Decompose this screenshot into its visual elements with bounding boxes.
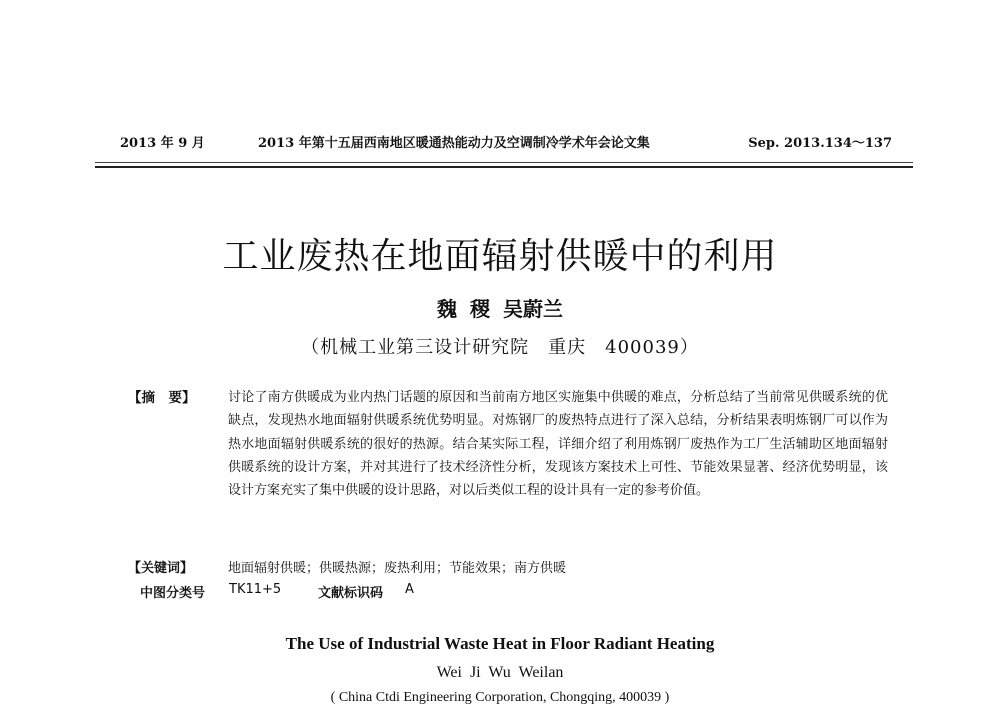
- english-title: The Use of Industrial Waste Heat in Floor Radiant Heating: [285, 634, 715, 653]
- paper-affiliation: （机械工业第三设计研究院 重庆 400039）: [301, 337, 699, 358]
- header-rule-thin: [95, 162, 913, 163]
- header-proceedings: 2013 年第十五届西南地区暖通热能动力及空调制冷学术年会论文集: [258, 136, 650, 151]
- english-authors: Wei Ji Wu Weilan: [436, 664, 564, 681]
- paper-authors: 魏 稷 吴蔚兰: [437, 297, 563, 321]
- keywords-text: 地面辐射供暖；供暖热源；废热利用；节能效果；南方供暖: [228, 561, 567, 576]
- paper-title: 工业废热在地面辐射供暖中的利用: [222, 236, 778, 277]
- doc-code-label: 文献标识码: [318, 586, 384, 601]
- clc-label: 中图分类号: [140, 586, 206, 601]
- keywords-label: 【关键词】: [128, 561, 194, 576]
- header-rule-thick: [95, 166, 913, 168]
- header-pages: Sep. 2013.134～137: [748, 136, 892, 151]
- header-date: 2013 年 9 月: [120, 136, 205, 151]
- abstract-label: 【摘 要】: [128, 390, 196, 406]
- clc-value: TK11+5: [229, 582, 282, 597]
- abstract-text: 讨论了南方供暖成为业内热门话题的原因和当前南方地区实施集中供暖的难点，分析总结了当前常见供暖系统的优缺点，发现热水地面辐射供暖系统优势明显。对炼钢厂的废热特点进行了深入总结，分析结果表明炼钢厂可以作为热水地面辐射供暖系统的很好的热源。结合某实际工程，详细介绍了利用炼钢厂废热作为工厂生活辅助区地面辐射供暖系统的设计方案，并对其进行了技术经济性分析，发现该方案技术上可性、节能效果显著、经济优势明显，该设计方案充实了集中供暖的设计思路，对以后类似工程的设计具有一定的参考价值。: [228, 390, 888, 499]
- running-header: [120, 132, 892, 152]
- doc-code-value: A: [405, 582, 414, 597]
- english-affiliation: ( China Ctdi Engineering Corporation, Chongqing, 400039 ): [330, 690, 670, 705]
